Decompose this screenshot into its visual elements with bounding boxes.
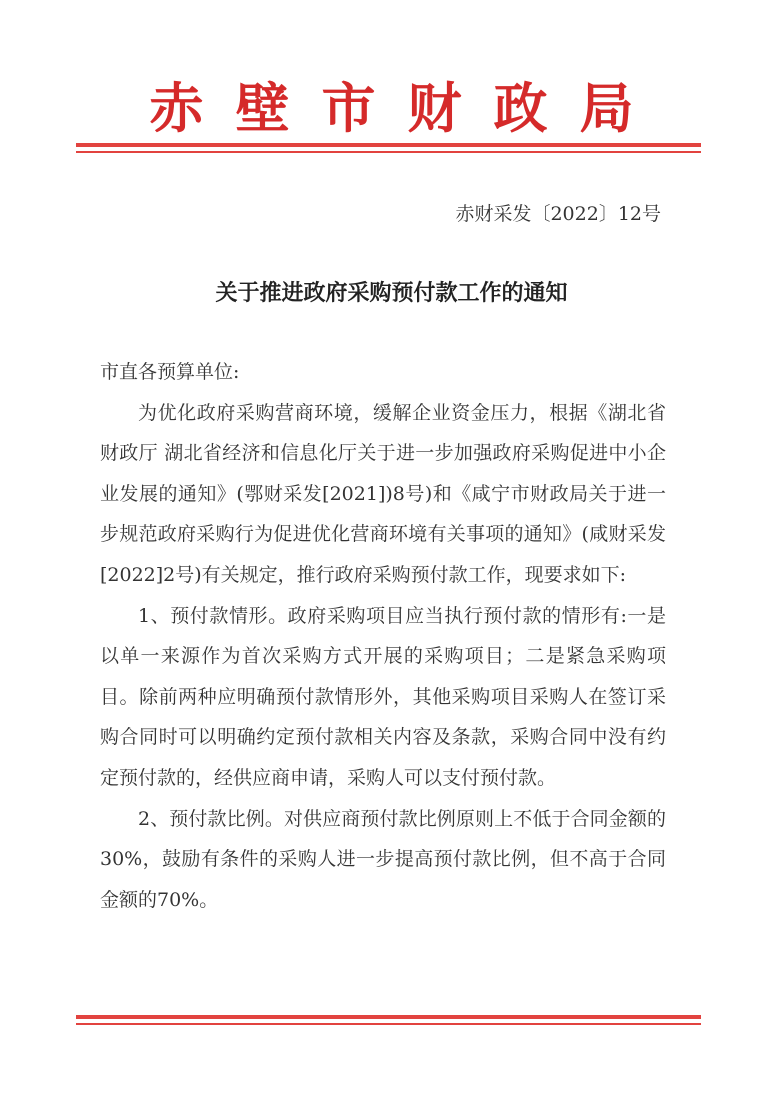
document-body [100, 352, 666, 920]
footer-red-rule-thin [76, 1023, 701, 1025]
body-paragraph-intro: 为优化政府采购营商环境，缓解企业资金压力，根据《湖北省财政厅 湖北省经济和信息化厅关于进一步加强政府采购促进中小企业发展的通知》(鄂财采发[2021])8号)和《咸宁市财政局关于进一步规范政府采购行为促进优化营商环境有关事项的通知》(咸财采发[2022]2号)有关规定，推行政府采购预付款工作，现要求如下: [100, 401, 666, 586]
header-red-rule-thick [76, 143, 701, 147]
salutation: 市直各预算单位: [100, 361, 240, 383]
document-number: 赤财采发〔2022〕12号 [455, 203, 661, 225]
document-title: 关于推进政府采购预付款工作的通知 [215, 280, 568, 306]
body-paragraph-1: 1、预付款情形。政府采购项目应当执行预付款的情形有:一是以单一来源作为首次采购方式开展的采购项目；二是紧急采购项目。除前两种应明确预付款情形外，其他采购项目采购人在签订采购合同时可以明确约定预付款相关内容及条款，采购合同中没有约定预付款的，经供应商申请，采购人可以支付预付款。 [100, 604, 666, 789]
body-paragraph-2: 2、预付款比例。对供应商预付款比例原则上不低于合同金额的30%，鼓励有条件的采购人进一步提高预付款比例，但不高于合同金额的70%。 [100, 807, 666, 911]
footer-red-rule-thick [76, 1015, 701, 1019]
header-red-rule-thin [76, 151, 701, 153]
issuing-authority-header: 赤壁市财政局 [149, 76, 666, 140]
